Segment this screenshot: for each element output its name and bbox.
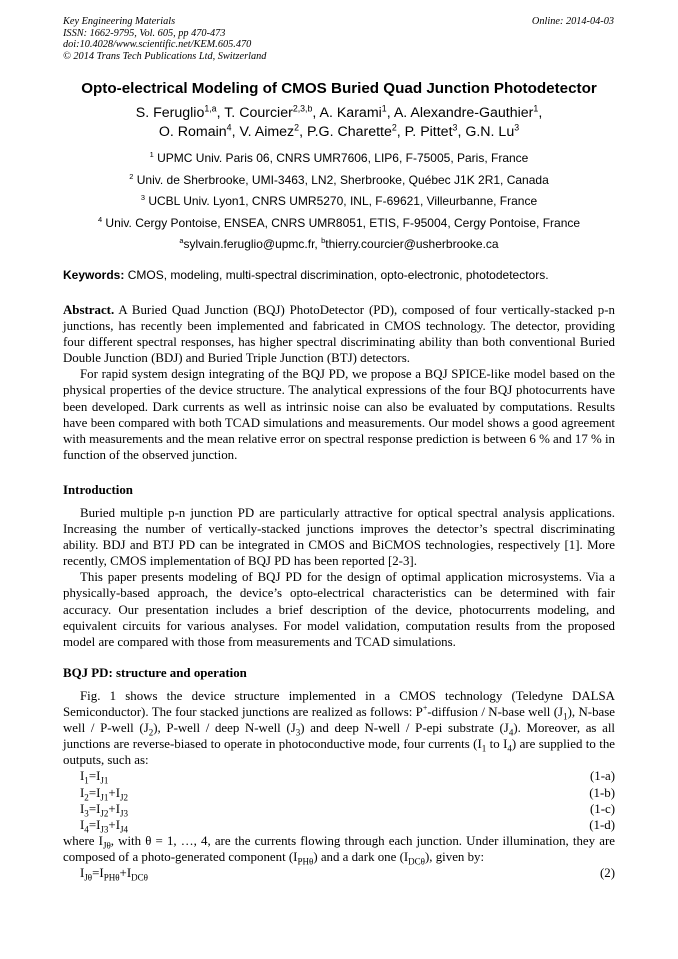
- equation-number: (1-c): [589, 801, 615, 816]
- body-paragraph: This paper presents modeling of BQJ PD for the design of optimal application microsystems. Via a physically-based approach, the device’s opto-electrical characteristics can be determined with fair accuracy. Our presentation includes a brief description of the device, photocurrents modeling, and equivalent circuits for various analyses. For model validation, computation results from the proposed model are compared with those from measurements and TCAD simulations.: [63, 570, 615, 649]
- equation-row: [63, 768, 615, 787]
- author-affil-sup: 3: [514, 122, 520, 133]
- equation-row: [63, 801, 615, 817]
- subscript: 4: [507, 743, 512, 754]
- section-heading: Introduction: [63, 483, 133, 497]
- author: V. Aimez: [239, 124, 295, 140]
- affiliation-text: Univ. de Sherbrooke, UMI-3463, LN2, Sherbrooke, Québec J1K 2R1, Canada: [136, 172, 549, 187]
- equation: $I_1=I_{J1}$: [80, 769, 109, 787]
- affiliation-text: Univ. Cergy Pontoise, ENSEA, CNRS UMR8051, ETIS, F-95004, Cergy Pontoise, France: [105, 215, 581, 230]
- affiliation: [0, 191, 678, 213]
- text-run: ), given by:: [425, 849, 485, 864]
- online-date: Online: 2014-04-03: [531, 16, 614, 27]
- affiliation-text: UCBL Univ. Lyon1, CNRS UMR5270, INL, F-69621, Villeurbanne, France: [148, 194, 538, 209]
- introduction-section: [63, 505, 615, 650]
- paper-title: Opto-electrical Modeling of CMOS Buried Quad Junction Photodetector: [81, 80, 597, 97]
- author: A. Karami: [319, 105, 382, 121]
- equation: $I_3=I_{J2}+I_{J3}$: [80, 801, 129, 819]
- abstract-paragraph: [63, 302, 615, 366]
- journal-doi: doi:10.4028/www.scientific.net/KEM.605.470: [63, 39, 252, 51]
- subscript: 3: [295, 727, 301, 738]
- email-sup: b: [321, 236, 326, 246]
- author-affil-sup: 2,3,b: [292, 103, 313, 114]
- author-affil-sup: 1: [533, 103, 539, 114]
- author-affil-sup: 2: [294, 122, 300, 133]
- author-affil-sup: 1,a: [204, 103, 217, 114]
- abstract-paragraph: For rapid system design integrating of the BQJ PD, we propose a BQJ SPICE-like model based on the physical properties of the device structure. The analytical expressions of the four BQJ photocurrents have been developed. Dark currents as well as intrinsic noise can also be evaluated by computations. Results have been compared with both TCAD simulations and measurements. Our model shows a good agreement with measurements and the mean relative error on spectral response prediction is between 6 % and 17 % in function of the observed junction.: [63, 367, 615, 462]
- author: A. Alexandre-Gauthier: [393, 105, 534, 121]
- subscript: 1: [563, 711, 568, 722]
- equation-row: [63, 785, 615, 801]
- equation-number: (2): [599, 866, 615, 881]
- affiliation: [0, 170, 678, 192]
- affiliation-sup: 2: [129, 171, 134, 181]
- email-link[interactable]: sylvain.feruglio@upmc.fr: [183, 237, 315, 252]
- author-line-2: O. Romain$^4$, V. Aimez$^2$, P.G. Charette$^2$, P. Pittet$^3$, G.N. Lu$^3$: [158, 122, 520, 140]
- author: P. Pittet: [404, 124, 453, 140]
- text-run: to I: [486, 737, 508, 752]
- text-run: ), P-well / deep N-well (J: [153, 721, 296, 736]
- abstract-label: Abstract.: [63, 303, 115, 317]
- journal-header: [63, 16, 266, 62]
- abstract: [63, 302, 615, 463]
- section-heading: BQJ PD: structure and operation: [63, 666, 247, 680]
- equation-row: [63, 865, 615, 881]
- affiliation: [0, 148, 678, 170]
- equation: $I_{J\theta}=I_{PH\theta}+I_{DC\theta}$: [80, 866, 148, 883]
- equation-number: (1-d): [589, 817, 615, 832]
- subscript: 2: [148, 727, 154, 738]
- keywords-label: Keywords:: [63, 268, 125, 282]
- subscript: DCθ: [408, 856, 425, 867]
- affiliation: [0, 213, 678, 235]
- subscript: Jθ: [102, 840, 111, 851]
- email-line: [0, 234, 678, 256]
- keywords-text: CMOS, modeling, multi-spectral discrimination, opto-electronic, photodetectors.: [124, 268, 549, 282]
- journal-name: Key Engineering Materials: [63, 16, 176, 27]
- affiliation-sup: 4: [97, 214, 103, 224]
- subscript: 4: [508, 727, 514, 738]
- equation-row: [63, 817, 615, 833]
- author-list: [0, 104, 678, 142]
- superscript: +: [422, 703, 428, 713]
- author: T. Courcier: [224, 105, 293, 121]
- subscript: PHθ: [297, 856, 314, 867]
- affiliation-sup: 3: [140, 193, 145, 203]
- abstract-text: A Buried Quad Junction (BQJ) PhotoDetector (PD), composed of four vertically-stacked p-n junctions, has recently been implemented and fabricated in CMOS technology. The detector, providing four different spectral responses, has higher spectral discriminating ability than both conventional Buried Double Junction (BDJ) and Buried Triple Junction (BTJ) detectors.: [63, 303, 615, 366]
- text-run: , with θ = 1, …, 4, are the currents flowing through each junction. Under illumination, they are composed of a photo-generated component (I: [63, 833, 615, 864]
- equation-number: (1-a): [589, 769, 615, 784]
- journal-issn: ISSN: 1662-9795, Vol. 605, pp 470-473: [63, 27, 226, 39]
- author: O. Romain: [158, 124, 227, 140]
- text-run: Fig. 1 shows the device structure implemented in a CMOS technology (Teledyne DALSA Semiconductor). The four stacked junctions are realized as follows: P: [63, 689, 615, 720]
- text-run: ) and deep N-well / P-epi substrate (J: [300, 721, 509, 736]
- text-run: ) and a dark one (I: [313, 849, 409, 864]
- text-run: ) are supplied to the outputs, such as:: [63, 737, 615, 768]
- author-affil-sup: 4: [226, 122, 232, 133]
- author-affil-sup: 2: [391, 122, 397, 133]
- subscript: 1: [481, 743, 487, 754]
- bqj-section: [63, 688, 615, 881]
- equation: $I_4=I_{J3}+I_{J4}$: [80, 817, 129, 835]
- email-separator: ,: [314, 237, 322, 252]
- author: P.G. Charette: [306, 124, 392, 140]
- email-sup: a: [179, 236, 184, 246]
- affiliation-text: UPMC Univ. Paris 06, CNRS UMR7606, LIP6, F-75005, Paris, France: [157, 151, 529, 165]
- affiliation-list: [0, 148, 678, 256]
- text-run: ). Moreover, as all junctions are reverse-biased to operate in photoconductive mode, four currents (I: [63, 721, 615, 752]
- journal-copyright: © 2014 Trans Tech Publications Ltd, Switzerland: [63, 50, 267, 62]
- body-paragraph: Buried multiple p-n junction PD are particularly attractive for optical spectral analysis applications. Increasing the number of vertically-stacked junctions improves the detector’s spectral discriminating ability. BDJ and BTJ PD can be integrated in CMOS and BiCMOS technologies, respectively [1]. More recently, CMOS implementation of BQJ PD has been reported [2-3].: [63, 506, 615, 569]
- keywords: [63, 268, 615, 283]
- author-affil-sup: 1: [381, 103, 387, 114]
- affiliation-sup: 1: [149, 150, 154, 159]
- author-line-1: S. Feruglio$^{1,a}$, T. Courcier$^{2,3,b}$, A. Karami$^1$, A. Alexandre-Gauthier$^1$,: [135, 103, 543, 121]
- text-run: ), N-base well / P-well (J: [63, 705, 615, 736]
- equation-number: (1-b): [589, 785, 615, 800]
- body-paragraph: [63, 833, 615, 865]
- text-run: where I: [63, 833, 103, 848]
- equation: $I_2=I_{J1}+I_{J2}$: [80, 785, 129, 803]
- text-run: -diffusion / N-base well (J: [427, 705, 564, 720]
- author-affil-sup: 3: [452, 122, 458, 133]
- author: S. Feruglio: [135, 105, 205, 121]
- email-link[interactable]: thierry.courcier@usherbrooke.ca: [325, 237, 499, 252]
- author: G.N. Lu: [465, 124, 515, 140]
- body-paragraph: [63, 688, 615, 768]
